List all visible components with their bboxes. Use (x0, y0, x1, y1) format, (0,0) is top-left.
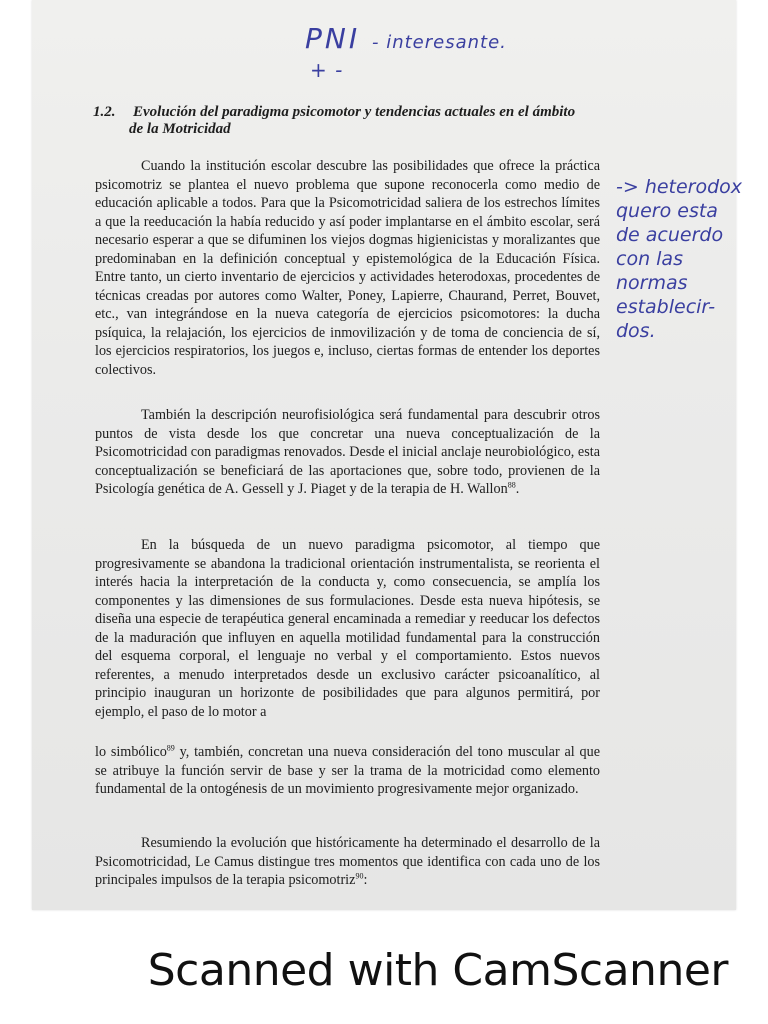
margin-note-line: normas (616, 272, 688, 294)
footnote-ref-88: 88 (507, 480, 516, 490)
handwritten-plus-minus: + - (310, 58, 344, 82)
paragraph-4 (95, 743, 600, 799)
margin-note-line: establecir- (616, 296, 716, 318)
section-heading (93, 104, 613, 138)
section-title-line1: Evolución del paradigma psicomotor y tendencias actuales en el ámbito (133, 104, 576, 120)
margin-note-line: de acuerdo (616, 224, 724, 246)
handwritten-pni: PNI (305, 22, 361, 55)
paragraph-2: También la descripción neurofisiológica será fundamental para descubrir otros puntos de vista desde los que concretar una nueva conceptualización de la Psicomotricidad con paradigmas renovados. Desde el inicial anclaje neurobiológico, esta conceptualización se beneficiará de las aportaciones que, sobre todo, provienen de la Psicología genética de A. Gessell y J. Piaget y de la terapia de H. Wallon$^{88}$. (95, 407, 600, 497)
handwritten-margin-note (616, 176, 756, 344)
handwritten-interesante: - interesante. (372, 32, 507, 53)
paragraph-5 (95, 834, 600, 890)
paragraph-1: Cuando la institución escolar descubre las posibilidades que ofrece la práctica psicomotriz se plantea el nuevo problema que supone reconocerla como medio de educación aplicable a todos. Para que la Psicomotricidad saliera de los estrechos límites a que la reeducación la había reducido y así poder implantarse en el ámbito escolar, será necesario esperar a que se difuminen los viejos dogmas higienicistas y moralizantes que predominaban en la definición conceptual y epistemológica de la Educación Física. Entre tanto, un cierto inventario de ejercicios y actividades heterodoxas, procedentes de técnicas creadas por autores como Walter, Poney, Lapierre, Chaurand, Perret, Bouvet, etc., van integrándose en la nueva categoría de ejercicios psicomotores: la ducha psíquica, la relajación, los ejercicios de inmovilización y de toma de conciencia de sí, los ejercicios respiratorios, los juegos e, incluso, ciertas formas de entender los deportes colectivos. (95, 158, 600, 378)
paragraph-5-end: : (363, 872, 368, 888)
footnote-ref-89: 89 (166, 743, 175, 753)
paragraph-4-start: lo simbólico (95, 744, 167, 760)
section-title-line2: de la Motricidad (129, 121, 231, 137)
margin-note-line: dos. (616, 320, 656, 342)
margin-note-line: -> heterodox (616, 176, 743, 198)
handwritten-top-note (305, 22, 507, 55)
margin-note-line: con las (616, 248, 683, 270)
paragraph-2-text: También la descripción neurofisiológica será fundamental para descubrir otros puntos de vista desde los que concretar una nueva conceptualización de la Psicomotricidad con paradigmas renovados. Desde el inicial anclaje neurobiológico, esta conceptualización se beneficiará de las aportaciones que, sobre todo, provienen de la Psicología genética de A. Gessell y J. Piaget y de la terapia de H. Wallon (95, 407, 600, 497)
margin-note-line: quero esta (616, 200, 718, 222)
paragraph-4-rest: y, también, concretan una nueva consideración del tono muscular al que se atribuye la función servir de base y ser la trama de la motricidad como elemento fundamental de la ontogénesis de un movimiento progresivamente mejor organizado. (95, 744, 600, 797)
paragraph-5-text: Resumiendo la evolución que históricamente ha determinado el desarrollo de la Psicomotricidad, Le Camus distingue tres momentos que identifica con cada uno de los principales impulsos de la terapia psicomotriz (95, 835, 600, 888)
camscanner-watermark: Scanned with CamScanner (147, 945, 728, 996)
section-number: 1.2. (93, 104, 116, 120)
footnote-ref-90: 90 (355, 871, 364, 881)
paragraph-3: En la búsqueda de un nuevo paradigma psicomotor, al tiempo que progresivamente se abandona la tradicional orientación instrumentalista, se reorienta el interés hacia la interpretación de la conducta y, como consecuencia, se amplía los componentes y las dimensiones de sus formulaciones. Desde esta nueva hipótesis, se diseña una especie de terapéutica general encaminada a remediar y reeducar los defectos de la maduración que influyen en aquella motilidad fundamental para la construcción del esquema corporal, el lenguaje no verbal y el comportamiento. Estos nuevos referentes, a menudo interpretados desde un exclusivo carácter psicoanalítico, al principio inauguran un horizonte de posibilidades que para algunos permitirá, por ejemplo, el paso de lo motor a (95, 537, 600, 720)
